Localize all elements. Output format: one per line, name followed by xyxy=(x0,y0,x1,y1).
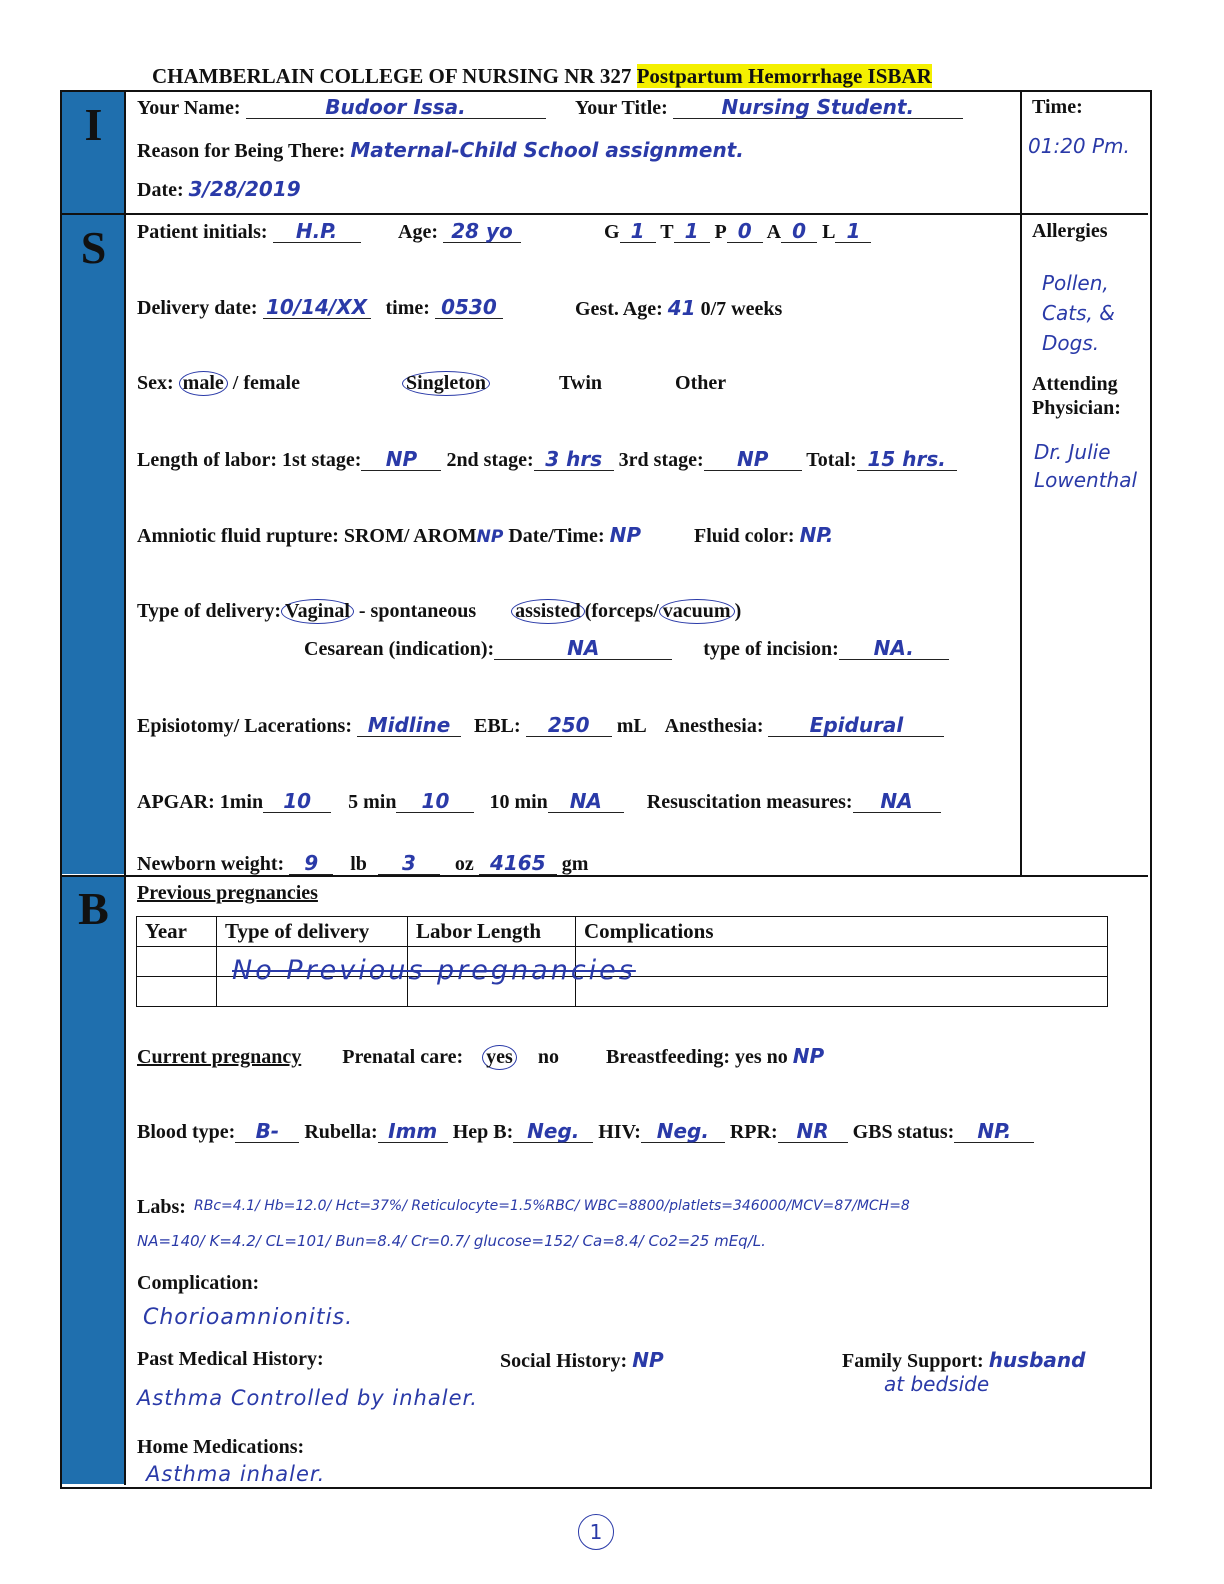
labor-1st-label: Length of labor: 1st stage: xyxy=(137,449,362,471)
date-label: Date: xyxy=(137,179,184,201)
g-field[interactable]: 1 xyxy=(620,220,656,243)
sex-label: Sex: xyxy=(137,372,174,394)
age-label: Age: xyxy=(398,221,438,243)
amniotic-label: Amniotic fluid rupture: SROM/ AROM xyxy=(137,525,477,547)
date-field[interactable]: 3/28/2019 xyxy=(188,177,301,201)
initials-row xyxy=(137,220,361,244)
paren: ) xyxy=(734,600,742,622)
episiotomy-field[interactable]: Midline xyxy=(357,714,461,737)
complication-label: Complication: xyxy=(137,1272,260,1294)
delivery-date-field[interactable]: 10/14/XX xyxy=(263,296,371,319)
singleton-option[interactable]: Singleton xyxy=(402,371,490,396)
physician-line: Lowenthal xyxy=(1034,468,1138,492)
lb-unit: lb xyxy=(350,853,367,875)
labor-1st-field[interactable]: NP xyxy=(361,448,441,471)
hiv-field[interactable]: Neg. xyxy=(641,1120,725,1143)
pmh-field[interactable]: Asthma Controlled by inhaler. xyxy=(137,1386,478,1410)
sex-row xyxy=(137,371,300,396)
reason-field[interactable]: Maternal-Child School assignment. xyxy=(350,138,744,162)
home-medications-field[interactable]: Asthma inhaler. xyxy=(146,1462,326,1486)
episiotomy-label: Episiotomy/ Lacerations: xyxy=(137,715,352,737)
section-bar-situation xyxy=(62,215,125,874)
rubella-label: Rubella: xyxy=(304,1121,378,1143)
ebl-field[interactable]: 250 xyxy=(526,714,612,737)
sex-male-option[interactable]: male xyxy=(179,371,228,396)
divider xyxy=(1020,92,1022,876)
assisted-option[interactable]: assisted xyxy=(511,599,585,624)
labor-total-field[interactable]: 15 hrs. xyxy=(857,448,957,471)
col-year: Year xyxy=(137,917,217,947)
gest-age-suffix: 0/7 weeks xyxy=(700,298,783,320)
col-labor-length: Labor Length xyxy=(408,917,576,947)
anesthesia-label: Anesthesia: xyxy=(664,715,764,737)
labs-label: Labs: xyxy=(137,1196,186,1218)
social-history-label: Social History: xyxy=(500,1350,628,1372)
current-pregnancy-row xyxy=(137,1044,824,1070)
l-label: L xyxy=(822,221,836,243)
divider xyxy=(62,213,1148,215)
family-support-field-2[interactable]: at bedside xyxy=(884,1372,990,1396)
physician-line: Dr. Julie xyxy=(1034,440,1111,464)
family-support-row xyxy=(842,1348,1085,1373)
rpr-label: RPR: xyxy=(729,1121,778,1143)
labs-status-row xyxy=(137,1120,1034,1144)
birth-type-row xyxy=(402,371,726,396)
section-letter-i: I xyxy=(84,99,103,150)
gest-age-label: Gest. Age: xyxy=(575,298,663,320)
ebl-label: EBL: xyxy=(474,715,521,737)
anesthesia-field[interactable]: Epidural xyxy=(768,714,944,737)
section-bar-identify xyxy=(62,92,125,213)
allergy-item: Cats, & xyxy=(1042,301,1115,325)
cesarean-label: Cesarean (indication): xyxy=(304,638,495,660)
t-label: T xyxy=(660,221,674,243)
age-row xyxy=(398,220,521,244)
apgar-row xyxy=(137,790,941,814)
allergy-item: Pollen, xyxy=(1042,271,1109,295)
forceps-option[interactable]: (forceps/ xyxy=(584,600,659,622)
vacuum-option[interactable]: vacuum xyxy=(659,599,735,624)
blood-type-field[interactable]: B- xyxy=(235,1120,299,1143)
title-highlight: Postpartum Hemorrhage ISBAR xyxy=(636,64,932,88)
reason-label: Reason for Being There: xyxy=(137,140,346,162)
ebl-unit: mL xyxy=(616,715,646,737)
time-field[interactable]: 01:20 Pm. xyxy=(1028,134,1130,158)
labor-total-label: Total: xyxy=(806,449,857,471)
gest-age-row xyxy=(575,296,782,321)
breastfeeding-field[interactable]: NP xyxy=(792,1044,825,1068)
delivery-time-field[interactable]: 0530 xyxy=(435,296,503,319)
previous-pregnancies-heading: Previous pregnancies xyxy=(137,882,318,904)
table-header-row xyxy=(137,917,1108,947)
hepb-field[interactable]: Neg. xyxy=(513,1120,593,1143)
episiotomy-row xyxy=(137,714,944,738)
title-field[interactable]: Nursing Student. xyxy=(673,96,963,119)
name-row xyxy=(137,96,546,120)
section-letter-b: B xyxy=(78,883,109,934)
a-label: A xyxy=(766,221,782,243)
twin-option[interactable]: Twin xyxy=(559,372,603,394)
delivery-date-row xyxy=(137,296,503,320)
hepb-label: Hep B: xyxy=(452,1121,514,1143)
gbs-field[interactable]: NP. xyxy=(954,1120,1034,1143)
apgar-1-label: APGAR: 1min xyxy=(137,791,264,813)
pmh-label: Past Medical History: xyxy=(137,1348,324,1370)
title-prefix: CHAMBERLAIN COLLEGE OF NURSING NR 327 xyxy=(152,64,632,88)
p-label: P xyxy=(714,221,727,243)
delivery-type-label: Type of delivery: xyxy=(137,600,282,622)
labor-3rd-field[interactable]: NP xyxy=(704,448,802,471)
sex-female-option[interactable]: / female xyxy=(232,372,300,394)
fluid-color-field[interactable]: NP. xyxy=(799,523,834,547)
table-handwritten-note: No Previous pregnancies xyxy=(232,955,636,986)
labor-2nd-label: 2nd stage: xyxy=(446,449,534,471)
name-label: Your Name: xyxy=(137,97,241,119)
labor-3rd-label: 3rd stage: xyxy=(618,449,704,471)
delivery-type-row xyxy=(137,599,741,624)
t-field[interactable]: 1 xyxy=(674,220,710,243)
current-pregnancy-heading: Current pregnancy xyxy=(137,1046,302,1068)
resuscitation-field[interactable]: NA xyxy=(853,790,941,813)
gbs-label: GBS status: xyxy=(852,1121,955,1143)
a-field[interactable]: 0 xyxy=(781,220,817,243)
complication-field[interactable]: Chorioamnionitis. xyxy=(143,1305,354,1330)
incision-field[interactable]: NA. xyxy=(839,637,949,660)
p-field[interactable]: 0 xyxy=(727,220,763,243)
apgar-5-label: 5 min xyxy=(348,791,397,813)
hiv-label: HIV: xyxy=(598,1121,641,1143)
col-complications: Complications xyxy=(576,917,1108,947)
apgar-10-label: 10 min xyxy=(489,791,548,813)
weight-label: Newborn weight: xyxy=(137,853,285,875)
prenatal-yes-option[interactable]: yes xyxy=(482,1045,517,1070)
rpr-field[interactable]: NR xyxy=(778,1120,848,1143)
allergies-label: Allergies xyxy=(1032,220,1108,242)
cesarean-row xyxy=(304,637,949,661)
oz-unit: oz xyxy=(454,853,474,875)
amniotic-row xyxy=(137,523,833,548)
gest-age-field[interactable]: 41 xyxy=(667,296,696,320)
other-option[interactable]: Other xyxy=(675,372,727,394)
spontaneous-option[interactable]: - spontaneous xyxy=(358,600,477,622)
incision-label: type of incision: xyxy=(703,638,839,660)
weight-oz-field[interactable]: 3 xyxy=(378,852,440,875)
weight-gm-field[interactable]: 4165 xyxy=(479,852,557,875)
resuscitation-label: Resuscitation measures: xyxy=(646,791,853,813)
vaginal-option[interactable]: Vaginal xyxy=(281,599,354,624)
physician-label xyxy=(1032,372,1121,420)
cesarean-field[interactable]: NA xyxy=(494,637,672,660)
allergies-list xyxy=(1042,268,1115,358)
l-field[interactable]: 1 xyxy=(835,220,871,243)
delivery-date-label: Delivery date: xyxy=(137,297,258,319)
amniotic-field[interactable]: NP xyxy=(476,527,504,547)
g-label: G xyxy=(604,221,620,243)
rubella-field[interactable]: Imm xyxy=(378,1120,448,1143)
reason-row xyxy=(137,138,820,163)
initials-field[interactable]: H.P. xyxy=(273,220,361,243)
social-history-row xyxy=(500,1348,664,1373)
physician-label-line: Attending xyxy=(1032,373,1118,395)
labor-row xyxy=(137,448,957,472)
home-medications-label: Home Medications: xyxy=(137,1436,305,1458)
family-support-label: Family Support: xyxy=(842,1350,984,1372)
labs-line-2[interactable]: NA=140/ K=4.2/ CL=101/ Bun=8.4/ Cr=0.7/ glucose=152/ Ca=8.4/ Co2=25 mEq/L. xyxy=(137,1232,766,1250)
delivery-time-label: time: xyxy=(385,297,430,319)
weight-row xyxy=(137,852,588,876)
allergy-item: Dogs. xyxy=(1042,331,1100,355)
labor-2nd-field[interactable]: 3 hrs xyxy=(534,448,614,471)
gtpal-row xyxy=(604,220,871,244)
physician-label-line: Physician: xyxy=(1032,397,1121,419)
section-letter-s: S xyxy=(80,222,107,273)
apgar-1-field[interactable]: 10 xyxy=(263,790,331,813)
apgar-10-field[interactable]: NA xyxy=(548,790,624,813)
page-number-circle xyxy=(578,1514,614,1550)
breastfeeding-label: Breastfeeding: yes no xyxy=(605,1046,788,1068)
social-history-field[interactable]: NP xyxy=(632,1348,664,1372)
title-row xyxy=(575,96,963,120)
apgar-5-field[interactable]: 10 xyxy=(396,790,474,813)
time-label: Time: xyxy=(1032,96,1083,118)
age-field[interactable]: 28 yo xyxy=(443,220,521,243)
labs-line-1[interactable]: RBc=4.1/ Hb=12.0/ Hct=37%/ Reticulocyte=1.5%RBC/ WBC=8800/platlets=346000/MCV=87/MCH=8 xyxy=(194,1198,910,1214)
page-title xyxy=(152,64,932,89)
physician-name xyxy=(1034,438,1137,494)
fluid-color-label: Fluid color: xyxy=(694,525,795,547)
date-row xyxy=(137,177,301,202)
initials-label: Patient initials: xyxy=(137,221,268,243)
prenatal-label: Prenatal care: xyxy=(342,1046,464,1068)
name-field[interactable]: Budoor Issa. xyxy=(246,96,546,119)
prenatal-no-option[interactable]: no xyxy=(537,1046,559,1068)
title-label: Your Title: xyxy=(575,97,668,119)
divider xyxy=(124,92,126,1485)
page-number: 1 xyxy=(589,1520,603,1544)
blood-type-label: Blood type: xyxy=(137,1121,236,1143)
family-support-field[interactable]: husband xyxy=(988,1348,1086,1372)
col-delivery-type: Type of delivery xyxy=(217,917,408,947)
weight-lb-field[interactable]: 9 xyxy=(289,852,333,875)
gm-unit: gm xyxy=(561,853,589,875)
amniotic-datetime-label: Date/Time: xyxy=(508,525,605,547)
amniotic-datetime-field[interactable]: NP xyxy=(609,523,642,547)
section-bar-background xyxy=(62,876,125,1484)
